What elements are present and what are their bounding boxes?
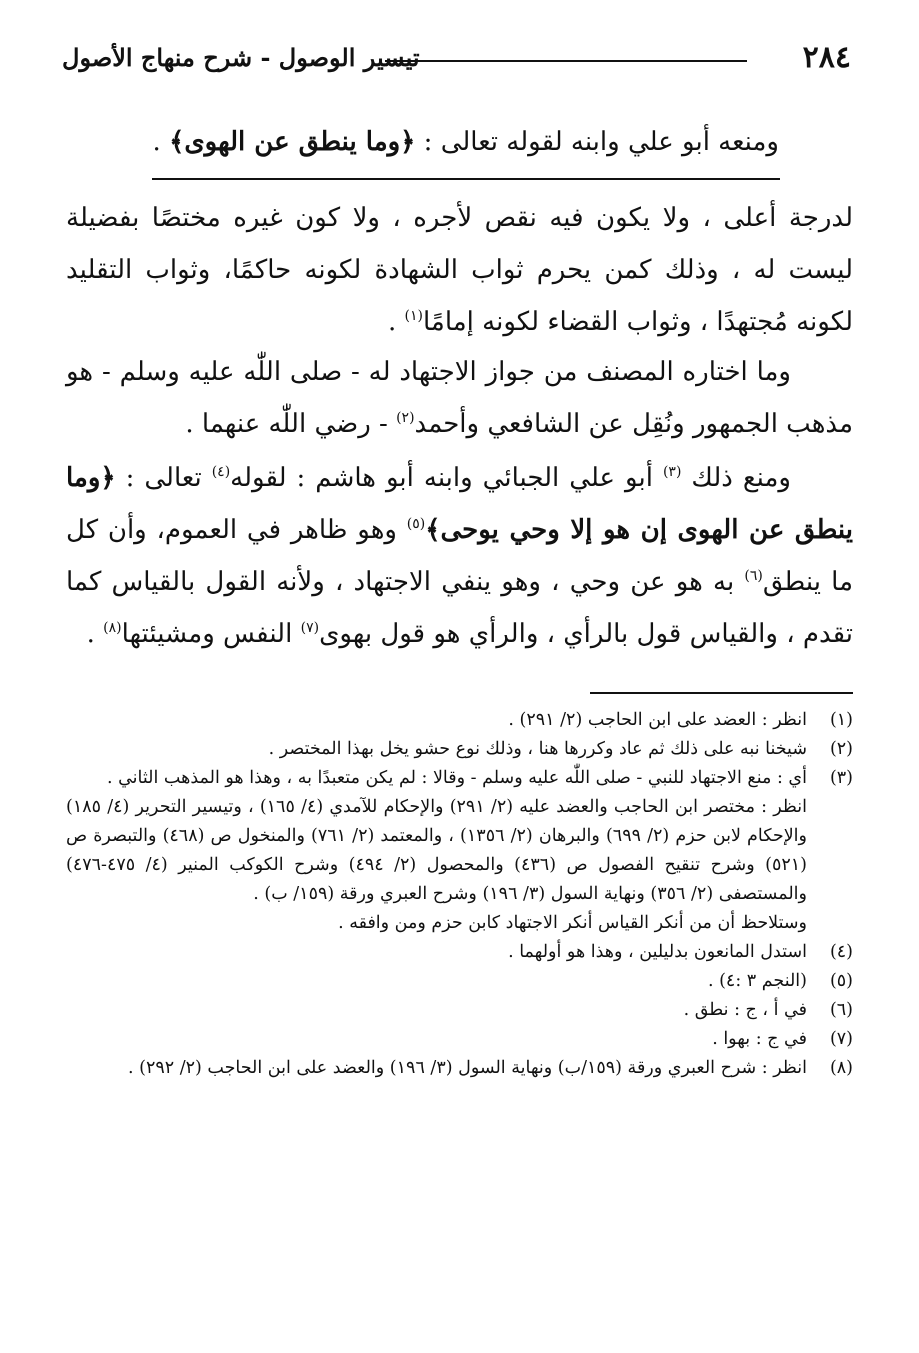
footnote-ref-4[interactable]: (٤) [211,464,231,480]
footnote-1 [66,706,853,735]
footnote-number: (٨) [829,1058,853,1078]
footnote-8 [66,1054,853,1083]
footnote-3-references: انظر : مختصر ابن الحاجب والعضد عليه (٢/ ٢٩١) والإحكام للآمدي (٤/ ١٦٥) ، وتيسير التحرير (٤/ ١٨٥) والإحكام لابن حزم (٢/ ٦٩٩) والبرهان (٢/ ١٣٥٦) ، والمعتمد (٢/ ٧٦١) والمنخول ص (٤٦٨) والتبصرة ص (٥٢١) وشرح تنقيح الفصول ص (٤٣٦) والمحصول (٢/ ٤٩٤) وشرح الكوكب المنير (٤/ ٤٧٥-٤٧٦) والمستصفى (٢/ ٣٥٦) ونهاية السول (٣/ ١٩٦) وشرح العبري ورقة (١٥٩/ ب) . [66,797,807,904]
footnote-2 [66,735,853,764]
footnote-text: شيخنا نبه على ذلك ثم عاد وكررها هنا ، وذلك نوع حشو يخل بهذا المختصر . [268,739,807,759]
paragraph-3 [66,452,853,660]
quote-lead: ومنعه أبو علي وابنه لقوله تعالى : [415,127,779,157]
paragraph-1 [66,192,853,348]
quote-rule [152,178,780,180]
paragraph-2-text: وما اختاره المصنف من جواز الاجتهاد له - صلى اللّٰه عليه وسلم - هو مذهب الجمهور ونُقِل عن الشافعي وأحمد [66,357,853,439]
footnote-3-note: وستلاحظ أن من أنكر القياس أنكر الاجتهاد كابن حزم ومن وافقه . [338,913,807,933]
paragraph-3-b: أبو علي الجبائي وابنه أبو هاشم : لقوله [230,463,663,493]
footnote-text: انظر : العضد على ابن الحاجب (٢/ ٢٩١) . [508,710,807,730]
footnote-ref-8[interactable]: (٨) [103,620,122,636]
paragraph-2-end: - رضي اللّٰه عنهما . [185,409,397,439]
footnote-number: (١) [829,710,853,730]
footnote-text: استدل المانعون بدليلين ، وهذا هو أولهما . [508,942,807,962]
footnote-text: في أ ، ج : نطق . [683,1000,807,1020]
header-rule [385,60,747,62]
footnote-ref-5[interactable]: (٥) [406,516,426,532]
quote-verse: ﴿وما ينطق عن الهوى﴾ [169,127,416,157]
footnote-6 [66,996,853,1025]
footnote-ref-2[interactable]: (٢) [396,410,415,426]
quote-line [140,120,779,164]
footnote-number: (٣) [829,768,853,788]
footnote-number: (٢) [829,739,853,759]
running-title: تيسير الوصول - شرح منهاج الأصول [62,43,420,72]
footnote-number: (٤) [829,942,853,962]
quote-tail: . [152,127,170,157]
paragraph-3-c: تعالى : [115,463,212,493]
paragraph-2 [66,346,853,450]
footnote-4 [66,938,853,967]
paragraph-3-e: به هو عن وحي ، وهو ينفي الاجتهاد ، ولأنه القول بالقياس كما تقدم ، والقياس قول بالرأي ، والرأي هو قول بهوى [66,567,853,649]
footnote-number: (٧) [829,1029,853,1049]
footnote-separator [590,692,853,694]
paragraph-1-text: لدرجة أعلى ، ولا يكون فيه نقص لأجره ، ولا كون غيره مختصًا بفضيلة ليست له ، وذلك كمن يحرم ثواب الشهادة لكونه حاكمًا، وثواب التقليد لكونه مُجتهدًا ، وثواب القضاء لكونه إمامًا [66,203,853,337]
paragraph-3-f: النفس ومشيئتها [121,619,301,649]
paragraph-3-d: وهو ظاهر في العموم، وأن كل ما ينطق [66,515,854,597]
footnote-ref-3[interactable]: (٣) [662,464,682,480]
footnote-3 [66,764,853,793]
footnote-number: (٦) [829,1000,853,1020]
footnote-text: أي : منع الاجتهاد للنبي - صلى اللّٰه عليه وسلم - وقالا : لم يكن متعبدًا به ، وهذا هو المذهب الثاني . [106,768,807,788]
footnote-5 [66,967,853,996]
footnote-number: (٥) [829,971,853,991]
footnote-text: في ج : بهوا . [712,1029,807,1049]
footnotes [66,706,853,1083]
footnote-text: (النجم ٣ :٤) . [707,971,807,991]
paragraph-1-end: . [387,307,405,337]
footnote-text: انظر : شرح العبري ورقة (١٥٩/ب) ونهاية السول (٣/ ١٩٦) والعضد على ابن الحاجب (٢/ ٢٩٢) . [127,1058,807,1078]
footnote-ref-7[interactable]: (٧) [300,620,320,636]
paragraph-3-g: . [86,619,104,649]
footnote-7 [66,1025,853,1054]
page-number: ٢٨٤ [802,40,851,75]
paragraph-3-verse: ﴿وما ينطق عن الهوى إن هو إلا وحي يوحى﴾ [66,463,853,545]
footnote-ref-1[interactable]: (١) [404,308,423,324]
footnote-ref-6[interactable]: (٦) [744,568,763,584]
paragraph-3-a: ومنع ذلك [681,463,791,493]
